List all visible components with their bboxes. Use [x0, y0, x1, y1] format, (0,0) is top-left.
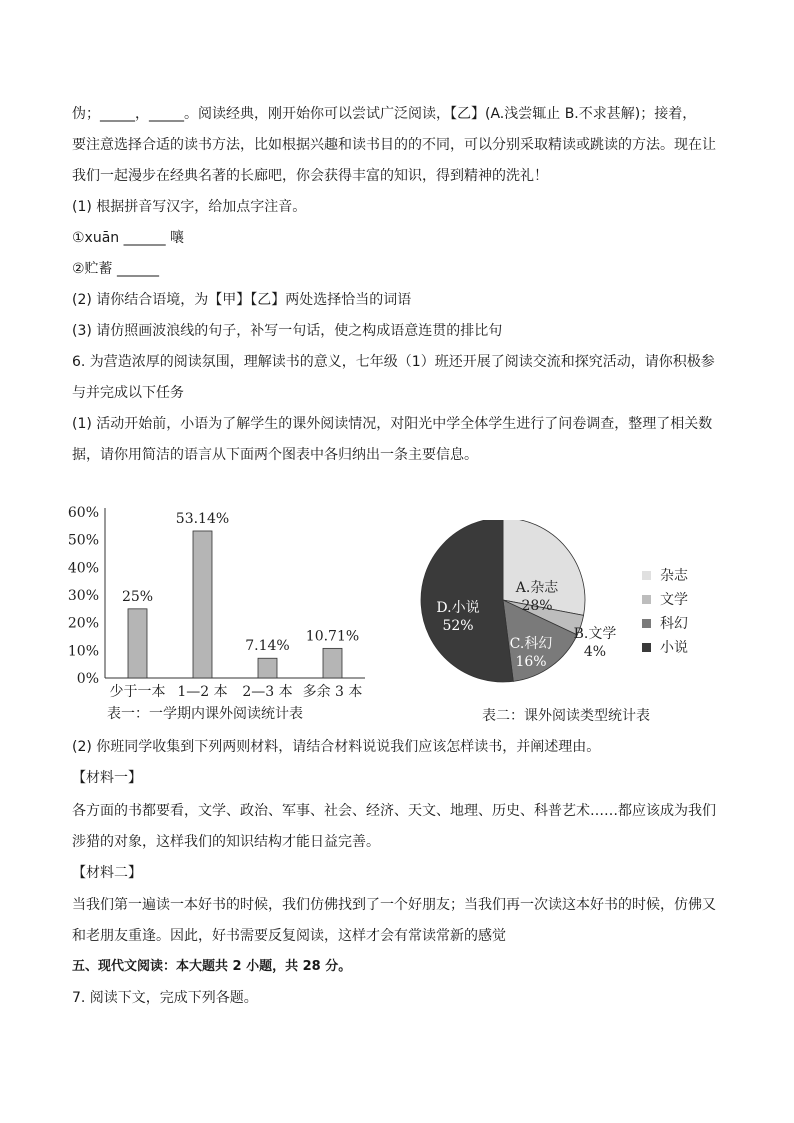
question-6: 6. 为营造浓厚的阅读氛围，理解读书的意义，七年级（1）班还开展了阅读交流和探究活动，请你积极参 [72, 354, 715, 370]
legend-label: 文学 [660, 592, 688, 608]
pie-chart-caption: 表二：课外阅读类型统计表 [482, 708, 650, 724]
material-two-text: 和老朋友重逢。因此，好书需要反复阅读，这样才会有常读常新的感觉 [72, 928, 506, 944]
text-line: 要注意选择合适的读书方法，比如根据兴趣和读书目的的不同，可以分别采取精读或跳读的方法。现在让 [72, 137, 716, 153]
question-3: (3) 请仿照画波浪线的句子，补写一句话，使之构成语意连贯的排比句 [72, 323, 503, 339]
bar [193, 531, 212, 678]
material-one-text: 涉猎的对象，这样我们的知识结构才能日益完善。 [72, 834, 380, 850]
material-one-text: 各方面的书都要看，文学、政治、军事、社会、经济、天文、地理、历史、科普艺术……都应该成为我们 [72, 803, 716, 819]
pie-slice-percent: 16% [515, 654, 547, 670]
bar-value-label: 7.14% [245, 638, 290, 655]
y-tick-label: 60% [67, 505, 99, 521]
y-tick-label: 0% [76, 671, 99, 687]
legend-label: 小说 [660, 640, 688, 656]
x-tick-label: 多余 3 本 [302, 684, 363, 700]
text-line: 据，请你用简洁的语言从下面两个图表中各归纳出一条主要信息。 [72, 447, 478, 463]
x-tick-label: 1—2 本 [177, 684, 228, 700]
y-tick-label: 30% [67, 588, 99, 604]
question-1-item-2: ②贮蓄 ______ [72, 261, 160, 277]
legend-swatch [642, 571, 651, 580]
x-tick-label: 2—3 本 [242, 684, 293, 700]
bar [128, 609, 147, 678]
question-6-2: (2) 你班同学收集到下列两则材料，请结合材料说说我们应该怎样读书，并阐述理由。 [72, 739, 601, 755]
pie-slice-label: D.小说 [436, 600, 480, 616]
x-tick-label: 少于一本 [109, 684, 166, 700]
bar-chart [60, 500, 380, 730]
text-line: 伪；_____，_____。阅读经典，刚开始你可以尝试广泛阅读，【乙】(A.浅尝辄止 B.不求甚解)；接着， [72, 106, 697, 122]
legend-label: 杂志 [660, 568, 688, 584]
material-one-heading: 【材料一】 [72, 770, 142, 786]
section-heading: 五、现代文阅读：本大题共 2 小题，共 28 分。 [72, 959, 352, 974]
y-tick-label: 10% [67, 643, 99, 660]
pie-slice-percent: 28% [521, 598, 553, 614]
question-7: 7. 阅读下文，完成下列各题。 [72, 990, 258, 1006]
material-two-text: 当我们第一遍读一本好书的时候，我们仿佛找到了一个好朋友；当我们再一次读这本好书的时候，仿佛又 [72, 897, 716, 913]
question-1-item-1: ①xuān ______ 嚷 [72, 230, 185, 246]
pie-chart [410, 520, 710, 730]
question-1: (1) 根据拼音写汉字，给加点字注音。 [72, 199, 307, 215]
pie-slice-label: B.文学 [573, 626, 617, 642]
pie-slice-label: C.科幻 [509, 636, 553, 652]
bar-value-label: 25% [121, 588, 154, 605]
question-2: (2) 请你结合语境，为【甲】【乙】两处选择恰当的词语 [72, 292, 412, 308]
pie-slice-label: A.杂志 [515, 580, 559, 596]
text-line: 与并完成以下任务 [72, 385, 184, 401]
pie-slice-percent: 52% [442, 618, 474, 634]
legend-swatch [642, 595, 651, 604]
legend-swatch [642, 619, 651, 628]
legend-swatch [642, 643, 651, 652]
bar [258, 658, 277, 678]
y-tick-label: 40% [67, 560, 99, 577]
bar-value-label: 10.71% [305, 628, 360, 645]
legend-label: 科幻 [660, 616, 688, 632]
y-tick-label: 50% [67, 532, 99, 549]
text-line: 我们一起漫步在经典名著的长廊吧，你会获得丰富的知识，得到精神的洗礼！ [72, 168, 548, 184]
y-tick-label: 20% [67, 615, 99, 632]
material-two-heading: 【材料二】 [72, 865, 142, 881]
question-6-1: (1) 活动开始前，小语为了解学生的课外阅读情况，对阳光中学全体学生进行了问卷调查，整理了相关数 [72, 416, 713, 432]
bar [323, 648, 342, 678]
bar-value-label: 53.14% [175, 510, 230, 527]
bar-chart-caption: 表一：一学期内课外阅读统计表 [107, 706, 303, 722]
pie-slice-percent: 4% [583, 644, 607, 660]
